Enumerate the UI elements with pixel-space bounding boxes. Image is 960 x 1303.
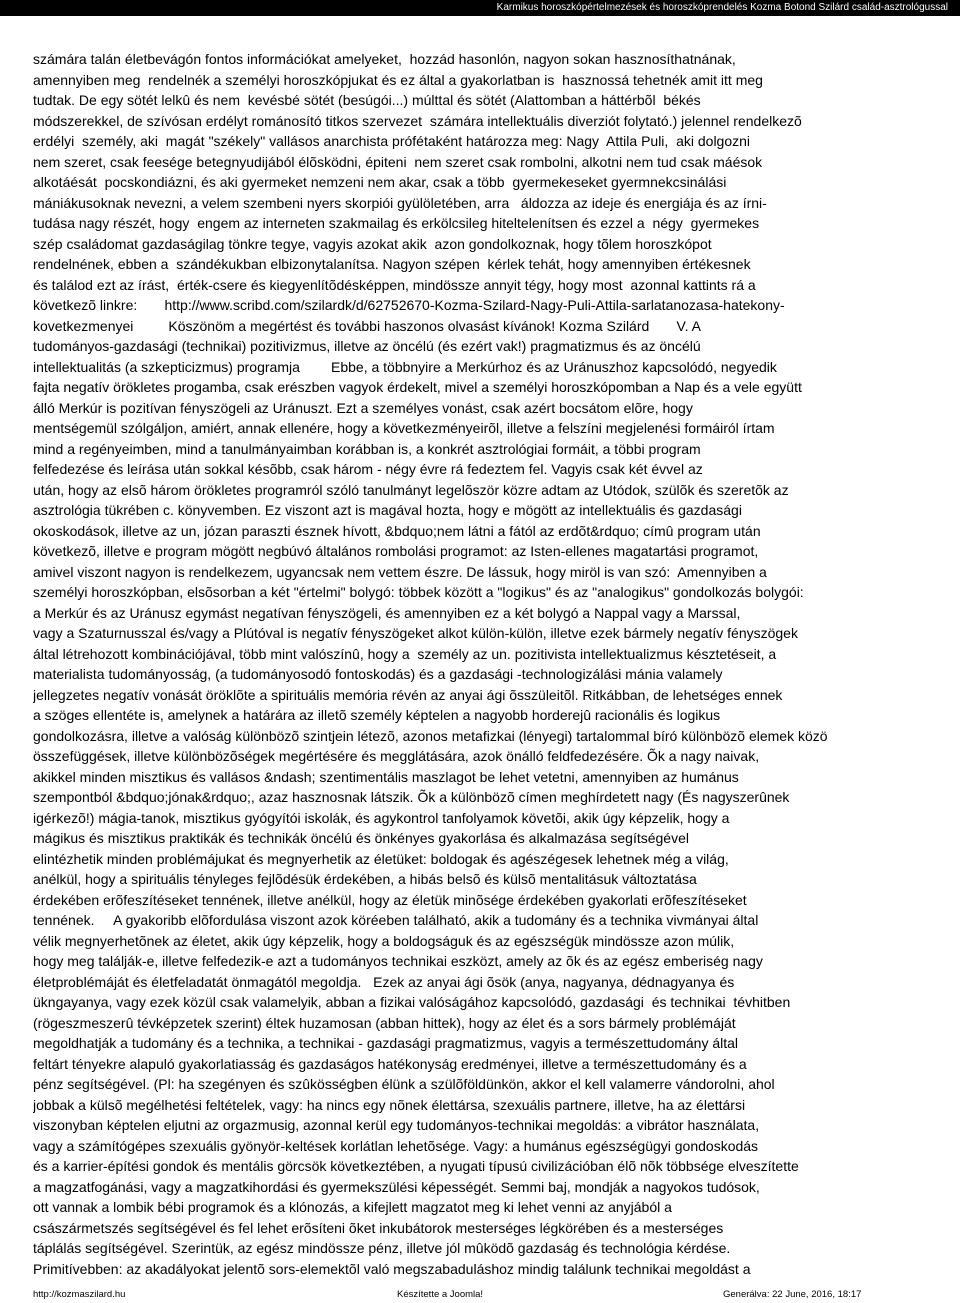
text-line: viszonyban képtelen eljutni az orgazmusig, azonnal kerül egy tudományos-technikai megoldás: a vibrátor használata, <box>33 1117 760 1133</box>
text-line: anélkül, hogy a spirituális tényleges fejlõdésük érdekében, a hibás belsõ és külsõ mentalitásuk változtatása <box>33 871 697 887</box>
text-line: után, hogy az elsõ három örökletes programról szóló tanulmányt legelõször közre adtam az Utódok, szülõk és szeretõk az <box>33 481 789 498</box>
text-line: vagy a Szaturnusszal és/vagy a Plútóval is negatív fényszögeket alkot külön-külön, illetve ezek bármely negatív fényszögek <box>33 625 798 641</box>
text-line: és a karrier-építési gondok és mentális görcsök következtében, a nyugati típusú civilizációban élõ nõk többsége elveszítette <box>33 1158 799 1174</box>
text-line: a szöges ellentéte is, amelynek a határára az illetõ személy képtelen a nagyobb horderejû racionális és logikus <box>33 707 721 723</box>
text-line: szempontból &bdquo;jónak&rdquo;, azaz hasznosnak látszik. Õk a különbözõ címen meghírdetett nagy (És nagyszerûnek <box>33 789 790 805</box>
article-body <box>33 49 958 1280</box>
text-line: kovetkezmenyei Köszönöm a megértést és további haszonos olvasást kívánok! Kozma Szilárd V. A <box>33 317 701 334</box>
text-line: szép családomat gazdaságilag tönkre tegye, vagyis azokat akik azon gondolkoznak, hogy tõlem horoszkópot <box>33 235 712 252</box>
text-line: vélik megnyerhetõnek az életet, akik úgy képzelik, hogy a boldogságuk és az egészségük mindössze azon múlik, <box>33 932 735 949</box>
text-line: okoskodások, illetve az un, józan paraszti észnek hívott, &bdquo;nem látni a fától az erdõt&rdquo; címû program után <box>33 522 761 539</box>
text-line: intellektualitás (a szkepticizmus) programja Ebbe, a többnyire a Merkúrhoz és az Uránuszhoz kapcsolódó, negyedik <box>33 358 777 375</box>
text-line: hogy meg találják-e, illetve felfedezik-e azt a tudományos technikai eszközt, amely az õk és az egész emberiség nagy <box>33 953 763 969</box>
text-line: számára talán életbevágón fontos információkat amelyeket, hozzád hasonlón, nagyon sokan hasznosíthatnának, <box>33 51 736 67</box>
text-line: mind a regényeimben, mind a tanulmányaimban korábban is, a konkrét asztrológiai formáit, a többi program <box>33 440 701 457</box>
text-line: megoldhatják a tudomány és a technika, a technikai - gazdasági pragmatizmus, vagyis a természettudomány által <box>33 1035 739 1051</box>
text-line: akikkel minden misztikus és vallásos &ndash; szentimentális maszlagot be lehet vetetni, amennyiben az humánus <box>33 768 739 785</box>
footer-made-with: Készítette a Joomla! <box>397 1289 484 1300</box>
site-title: Karmikus horoszkópértelmezések és horoszkóprendelés Kozma Botond Szilárd család-asztrológussal <box>496 2 948 13</box>
text-line: felfedezése és leírása után sokkal késõbb, csak három - négy évre rá fedeztem fel. Vagyis csak két évvel az <box>33 461 703 477</box>
text-line: Primitívebben: az akadályokat jelentõ sors-elemektõl való megszabaduláshoz mindig találunk technikai megoldást a <box>33 1260 751 1277</box>
text-line: (rögeszmeszerû tévképzetek szerint) éltek huzamosan (abban hittek), hogy az élet és a sors bármely problémáját <box>33 1014 736 1031</box>
text-line: igérkezõ!) mágia-tanok, misztikus gyógyítói iskolák, és agykontrol tanfolyamok követõi, akik úgy képzelik, hogy a <box>33 809 730 826</box>
text-line: tudása nagy részét, hogy engem az interneten szakmailag és erkölcsileg hiteltelenítsen és ezzel a négy gyermekes <box>33 215 760 231</box>
text-line: életproblémáját és életfeladatát önmagától megoldja. Ezek az anyai ági õsök (anya, nagyanya, dédnagyanya és <box>33 973 735 990</box>
text-line: nem szeret, csak feesége betegnyudijából élõsködni, épiteni nem szeret csak rombolni, alkotni nem tud csak máésok <box>33 153 763 170</box>
text-line: amennyiben meg rendelnék a személyi horoszkópjukat és ez által a gyakorlatban is hasznossá tehetnék amit itt meg <box>33 71 763 88</box>
text-line: a magzatfogánási, vagy a magzatkihordási és gyermekszülési képességét. Semmi baj, mondják a nagyokos tudósok, <box>33 1178 760 1195</box>
text-line: amivel viszont nagyon is rendelkezem, ugyancsak nem vettem észre. De lássuk, hogy miröl is van szó: Amennyiben a <box>33 563 767 580</box>
text-line <box>33 1279 958 1280</box>
text-line: vagy a számítógépes szexuális gyönyör-keltések korlátlan lehetõsége. Vagy: a humánus egészségügyi gondoskodás <box>33 1137 759 1154</box>
text-line: jellegzetes negatív vonását öröklõte a spirituális memória révén az anyai ági õsszüleitõl. Ritkábban, de lehetséges ennek <box>33 686 783 703</box>
text-line: érdekében erõfeszítéseket tennének, illetve anélkül, hogy az életük minõsége érdekében gyakorlati erõfeszítéseket <box>33 891 747 908</box>
text-line: mentségemül szólgáljon, amiért, annak ellenére, hogy a következményeirõl, illetve a felszíni megjelenési formáiról írtam <box>33 420 775 436</box>
text-line: fajta negatív örökletes progamba, csak erészben vagyok érdekelt, mivel a személyi horoszkópomban a Nap és a vele együtt <box>33 379 802 395</box>
text-line: ükngayanya, vagy ezek közül csak valamelyik, abban a fizikai valóságához kapcsolódó, gazdasági és technikai tévhitben <box>33 994 791 1010</box>
text-line: alkotáésát pocskondiázni, és aki gyermeket nemzeni nem akar, csak a több gyermekeseket gyermnekcsinálási <box>33 174 727 190</box>
text-line: álló Merkúr is pozitívan fényszögeli az Uránuszt. Ezt a személyes vonást, csak azért bocsátom elõre, hogy <box>33 399 693 416</box>
text-line: mániákusoknak nevezni, a velem szembeni nyers skorpiói gyülöletében, arra áldozza az ideje és energiája és az írni- <box>33 194 767 211</box>
text-line: materialista tudományosság, (a tudományosodó fontoskodás) és a gazdasági -technologizálási mánia valamely <box>33 666 723 682</box>
text-line: következõ linkre: http://www.scribd.com/szilardk/d/62752670-Kozma-Szilard-Nagy-Puli-Attila-sarlatanozasa-hatekony- <box>33 297 785 313</box>
text-line: császármetszés segítségével és fel lehet erõsíteni õket inkubátorok mesterséges légkörében és a mesterséges <box>33 1219 724 1236</box>
text-line: feltárt tényekre alapuló gyakorlatiasság és gazdaságos hatékonyság eredményei, illetve a természettudomány és a <box>33 1055 747 1072</box>
text-line: tennének. A gyakoribb elõfordulása viszont azok köréeben található, akik a tudomány és a technika vivmányai által <box>33 912 759 928</box>
footer-generated-date: Generálva: 22 June, 2016, 18:17 <box>723 1289 862 1300</box>
text-line: és találod ezt az írást, érték-csere és kiegyenlítõdésképpen, mindössze annyit tégy, hogy most azonnal kattints rá a <box>33 276 756 293</box>
text-line: erdélyi személy, aki magát "székely" vallásos anarchista prófétaként határozza meg: Nagy Attila Puli, aki dolgozni <box>33 133 751 149</box>
text-line: a Merkúr és az Uránusz egymást negatívan fényszögeli, és amennyiben ez a két bolygó a Nappal vagy a Marssal, <box>33 604 741 621</box>
text-line: elintézhetik minden problémájukat és megnyerhetik az életüket: boldogak és agészégesek lehetnek még a világ, <box>33 850 729 867</box>
text-line: személyi horoszkópban, elsõsorban a két "értelmi" bolygó: többek között a "logikus" és az "analogikus" gondolkozás bolygói: <box>33 584 804 600</box>
text-line: tudományos-gazdasági (technikai) pozitivizmus, illetve az öncélú (és ezért vak!) pragmatizmus és az öncélú <box>33 338 701 354</box>
text-line: gondolkozásra, illetve a valóság különbözõ szintjein létezõ, azonos metafizkai (lényegi) tartalommal bíró különbözõ elemek közö <box>33 727 828 744</box>
text-line: következõ, illetve e program mögött negbúvó általános rombolási programot: az Isten-ellenes magatartási programot, <box>33 543 759 559</box>
text-line: módszerekkel, de szívósan erdélyt románosító titkos szervezet számára intellektuális diverziót folytató.) jelennel rendelkezõ <box>33 112 802 129</box>
page-footer <box>33 1288 928 1302</box>
text-line: ott vannak a lombik bébi programok és a klónozás, a kifejlett magzatot meg ki lehet venni az anyjából a <box>33 1199 672 1215</box>
footer-url-link[interactable]: http://kozmaszilard.hu <box>33 1289 126 1300</box>
text-line: tudtak. De egy sötét lelkû és nem kevésbé sötét (besúgói...) múlttal és sötét (Alattomban a háttérbõl békés <box>33 92 701 108</box>
text-line: összefüggések, illetve különbözõségek megértésére és megglátására, azok önálló feldfedezésére. Õk a nagy naivak, <box>33 748 760 764</box>
text-line: táplálás segítségével. Szerintük, az egész mindössze pénz, illetve jól mûködõ gazdaság és technológia kérdése. <box>33 1240 731 1256</box>
text-line: rendelnének, ebben a szándékukban elbizonytalanítsa. Nagyon szépen kérlek tehát, hogy amennyiben értékesnek <box>33 256 751 272</box>
header-bar <box>0 0 960 16</box>
text-line: asztrológia tükrében c. könyvemben. Ez viszont azt is magával hozta, hogy e mögött az intellektuális és gazdasági <box>33 502 742 518</box>
text-line: pénz segítségével. (Pl: ha szegényen és szûkösségben élünk a szülõföldünkön, akkor el kell valamerre vándorolni, ahol <box>33 1076 775 1092</box>
text-line: jobbak a külsõ megélhetési feltételek, vagy: ha nincs egy nõnek élettársa, szexuális partnere, illetve, ha az élettársi <box>33 1096 746 1113</box>
text-line: által létrehozott kombinációjával, több mint valószínû, hogy a személy az un. pozitivista intellektualizmus késztetéseit, a <box>33 645 777 662</box>
text-line: mágikus és misztikus praktikák és technikák öncélú és önkényes gyakorlása és alkalmazása segítségével <box>33 830 689 846</box>
